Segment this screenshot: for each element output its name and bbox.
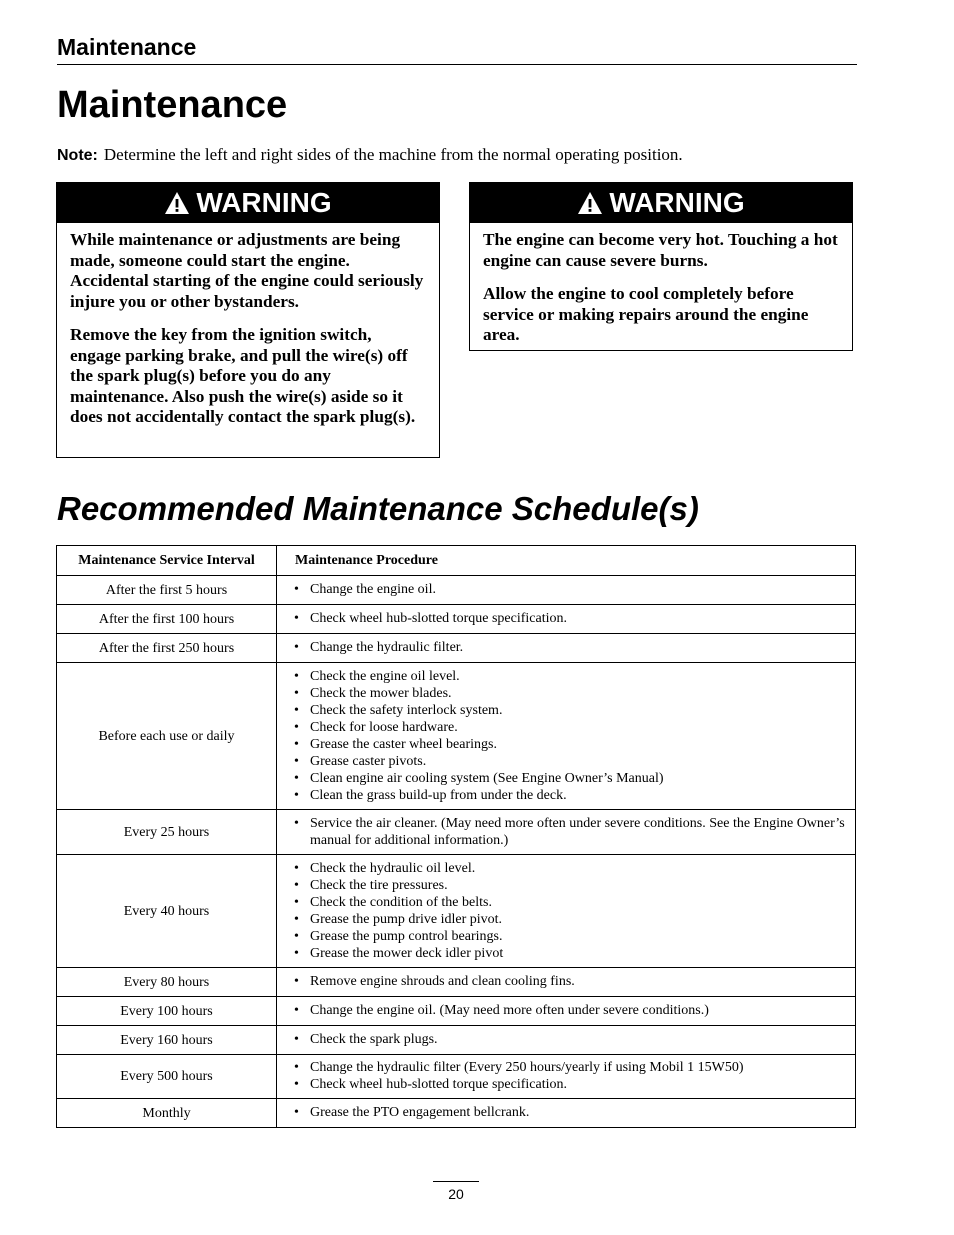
table-row <box>57 997 856 1026</box>
table-row <box>57 605 856 634</box>
procedure-list <box>294 610 845 627</box>
procedure-item: • Grease the caster wheel bearings. <box>294 736 845 753</box>
column-header-procedure: Maintenance Procedure <box>277 546 856 576</box>
procedure-cell <box>277 810 856 855</box>
maintenance-schedule-table <box>56 545 856 1128</box>
interval-cell: Every 160 hours <box>57 1026 277 1055</box>
procedure-cell <box>277 605 856 634</box>
header-rule <box>57 64 857 65</box>
note-label: Note: <box>57 147 98 164</box>
table-row <box>57 663 856 810</box>
procedure-cell <box>277 1055 856 1099</box>
procedure-list <box>294 1059 845 1093</box>
procedure-item: • Change the engine oil. (May need more often under severe conditions.) <box>294 1002 845 1019</box>
procedure-item: • Check the engine oil level. <box>294 668 845 685</box>
note <box>57 145 683 165</box>
procedure-item: • Change the hydraulic filter (Every 250 hours/yearly if using Mobil 1 15W50) <box>294 1059 845 1076</box>
warning-body <box>470 223 852 346</box>
procedure-item: • Check the tire pressures. <box>294 877 845 894</box>
procedure-item: • Grease the pump drive idler pivot. <box>294 911 845 928</box>
procedure-list <box>294 1104 845 1121</box>
table-body <box>57 576 856 1128</box>
interval-cell: Every 80 hours <box>57 968 277 997</box>
table-row <box>57 1099 856 1128</box>
procedure-item: • Grease the pump control bearings. <box>294 928 845 945</box>
interval-cell: Before each use or daily <box>57 663 277 810</box>
interval-cell: After the first 250 hours <box>57 634 277 663</box>
warning-paragraph: The engine can become very hot. Touching a hot engine can cause severe burns. <box>483 230 838 270</box>
procedure-item: • Service the air cleaner. (May need more often under severe conditions. See the Engine Owner’s manual for additional information.) <box>294 815 845 849</box>
procedure-cell <box>277 997 856 1026</box>
procedure-cell <box>277 968 856 997</box>
procedure-item: • Remove engine shrouds and clean cooling fins. <box>294 973 845 990</box>
procedure-item: • Check the condition of the belts. <box>294 894 845 911</box>
table-row <box>57 1055 856 1099</box>
table-row <box>57 634 856 663</box>
procedure-list <box>294 815 845 849</box>
interval-cell: Monthly <box>57 1099 277 1128</box>
procedure-cell <box>277 634 856 663</box>
interval-cell: Every 40 hours <box>57 855 277 968</box>
warning-body <box>57 223 439 428</box>
interval-cell: Every 25 hours <box>57 810 277 855</box>
table-row <box>57 1026 856 1055</box>
warning-triangle-icon <box>577 190 603 216</box>
warning-paragraph: Remove the key from the ignition switch, engage parking brake, and pull the wire(s) off the spark plug(s) before you do any maintenance. Also push the wire(s) aside so it does not accidentally contact the spark plug(s). <box>70 325 416 426</box>
procedure-item: • Grease caster pivots. <box>294 753 845 770</box>
running-head: Maintenance <box>57 34 197 60</box>
procedure-item: • Check the safety interlock system. <box>294 702 845 719</box>
procedure-list <box>294 668 845 804</box>
procedure-list <box>294 973 845 990</box>
procedure-list <box>294 860 845 962</box>
warning-paragraph: While maintenance or adjustments are being made, someone could start the engine. Accidental starting of the engine could seriously injure you or other bystanders. <box>70 230 424 311</box>
warning-header <box>57 183 439 223</box>
procedure-cell <box>277 576 856 605</box>
warning-heading: WARNING <box>609 187 745 218</box>
procedure-item: • Clean engine air cooling system (See Engine Owner’s Manual) <box>294 770 845 787</box>
table-row <box>57 576 856 605</box>
note-text: Determine the left and right sides of the machine from the normal operating position. <box>103 145 683 164</box>
procedure-item: • Clean the grass build-up from under the deck. <box>294 787 845 804</box>
procedure-item: • Check the mower blades. <box>294 685 845 702</box>
procedure-cell <box>277 1099 856 1128</box>
table-row <box>57 968 856 997</box>
warning-triangle-icon <box>164 190 190 216</box>
procedure-item: • Check for loose hardware. <box>294 719 845 736</box>
section-title: Recommended Maintenance Schedule(s) <box>57 490 699 527</box>
procedure-cell <box>277 1026 856 1055</box>
warning-box-engine-start <box>56 182 440 458</box>
procedure-item: • Grease the mower deck idler pivot <box>294 945 845 962</box>
table-header-row <box>57 546 856 576</box>
procedure-cell <box>277 663 856 810</box>
procedure-list <box>294 581 845 598</box>
interval-cell: After the first 100 hours <box>57 605 277 634</box>
procedure-cell <box>277 855 856 968</box>
procedure-list <box>294 639 845 656</box>
procedure-list <box>294 1031 845 1048</box>
warning-header <box>470 183 852 223</box>
interval-cell: Every 100 hours <box>57 997 277 1026</box>
procedure-item: • Check the spark plugs. <box>294 1031 845 1048</box>
procedure-item: • Check wheel hub-slotted torque specification. <box>294 610 845 627</box>
procedure-item: • Change the engine oil. <box>294 581 845 598</box>
page-number: 20 <box>448 1186 464 1202</box>
procedure-item: • Check the hydraulic oil level. <box>294 860 845 877</box>
interval-cell: After the first 5 hours <box>57 576 277 605</box>
column-header-interval: Maintenance Service Interval <box>57 546 277 576</box>
warning-box-hot-engine <box>469 182 853 351</box>
warning-heading: WARNING <box>196 187 332 218</box>
table-row <box>57 855 856 968</box>
table-row <box>57 810 856 855</box>
procedure-item: • Grease the PTO engagement bellcrank. <box>294 1104 845 1121</box>
warning-paragraph: Allow the engine to cool completely before service or making repairs around the engine area. <box>483 284 809 344</box>
interval-cell: Every 500 hours <box>57 1055 277 1099</box>
footer-rule <box>433 1181 479 1182</box>
procedure-list <box>294 1002 845 1019</box>
page-title: Maintenance <box>57 84 288 126</box>
procedure-item: • Change the hydraulic filter. <box>294 639 845 656</box>
procedure-item: • Check wheel hub-slotted torque specification. <box>294 1076 845 1093</box>
